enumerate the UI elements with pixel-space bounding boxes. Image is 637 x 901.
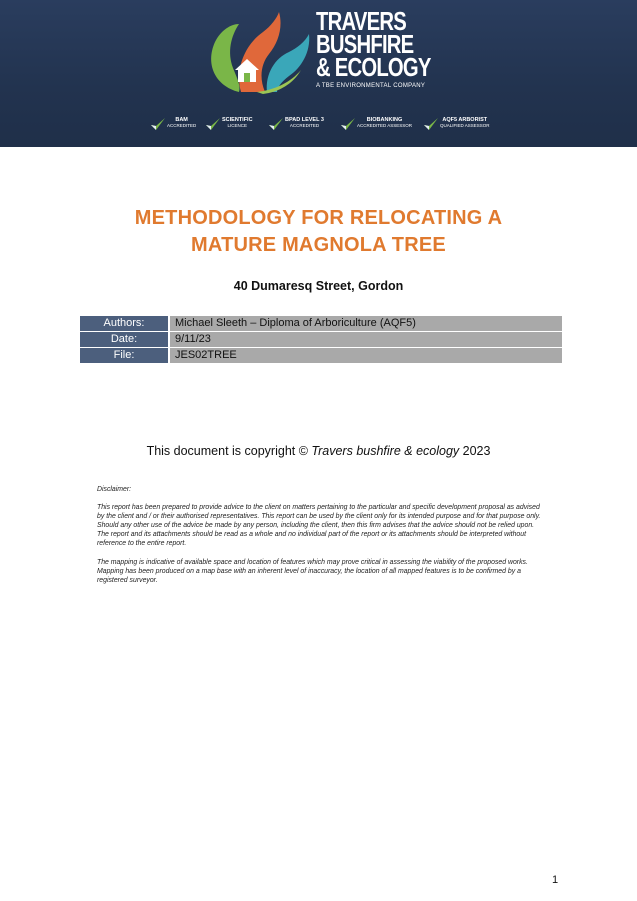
disclaimer-paragraph: The mapping is indicative of available space and location of features which may prove critical in assessing the viability of the proposed works. Mapping has been produced on a map base with an inherent level of inaccuracy, the location of all mapped features is to be confirmed by a registered surveyor. — [97, 559, 528, 584]
brand-name — [316, 6, 463, 89]
brand-line-2: BUSHFIRE — [316, 29, 414, 59]
copyright-notice — [0, 444, 637, 458]
badge-title: AQF5 ARBORIST — [442, 117, 488, 123]
checkmark-leaf-icon — [205, 116, 221, 132]
table-row — [80, 332, 562, 347]
checkmark-leaf-icon — [423, 116, 439, 132]
badge-title: BPAD LEVEL 3 — [285, 117, 324, 123]
brand-line-3: & ECOLOGY — [316, 52, 431, 82]
header-banner — [0, 0, 637, 147]
disclaimer-label: Disclaimer: — [97, 486, 132, 493]
checkmark-leaf-icon — [340, 116, 356, 132]
table-row — [80, 316, 562, 331]
badge-subtitle: ACCREDITED ASSESSOR — [357, 123, 413, 128]
info-label: Authors: — [80, 316, 168, 331]
badge-title: SCIENTIFIC — [222, 117, 253, 123]
info-value: 9/11/23 — [170, 332, 562, 347]
report-title-line-2: MATURE MAGNOLA TREE — [191, 234, 446, 256]
info-label: File: — [80, 348, 168, 363]
disclaimer-paragraph: This report has been prepared to provide advice to the client on matters pertaining to the particular and specific development proposal as advised by the client and / or their authorised representatives. This report can be used by the client only for its intended purpose and for that purpose only. Should any other use of the advice be made by any person, including the client, then this firm advises that the advice should not be relied upon. The report and its attachments should be read as a whole and no individual part of the report or its attachments should be interpreted without reference to the entire report. — [97, 504, 541, 547]
company-logo-icon — [205, 12, 313, 94]
copyright-year: 2023 — [459, 444, 491, 458]
badge-title: BAM — [175, 117, 188, 123]
badge-subtitle: ACCREDITED — [167, 123, 197, 128]
document-info-table — [80, 315, 562, 364]
checkmark-leaf-icon — [268, 116, 284, 132]
brand-tagline: A TBE ENVIRONMENTAL COMPANY — [316, 83, 426, 89]
checkmark-leaf-icon — [150, 116, 166, 132]
copyright-prefix: This document is copyright © — [146, 444, 312, 458]
report-title — [0, 205, 637, 259]
info-label: Date: — [80, 332, 168, 347]
badge-subtitle: QUALIFIED ASSESSOR — [440, 123, 490, 128]
report-title-line-1: METHODOLOGY FOR RELOCATING A — [134, 207, 503, 229]
page-number: 1 — [552, 874, 559, 886]
site-address: 40 Dumaresq Street, Gordon — [233, 279, 404, 293]
badge-subtitle: ACCREDITED — [289, 123, 320, 128]
table-row — [80, 348, 562, 363]
badge-subtitle: LICENCE — [227, 123, 248, 128]
brand-line-1: TRAVERS — [316, 6, 406, 36]
copyright-company: Travers bushfire & ecology — [311, 444, 460, 458]
badge-title: BIOBANKING — [366, 117, 403, 123]
info-value: JES02TREE — [170, 348, 562, 363]
info-value: Michael Sleeth – Diploma of Arboriculture (AQF5) — [170, 316, 562, 331]
